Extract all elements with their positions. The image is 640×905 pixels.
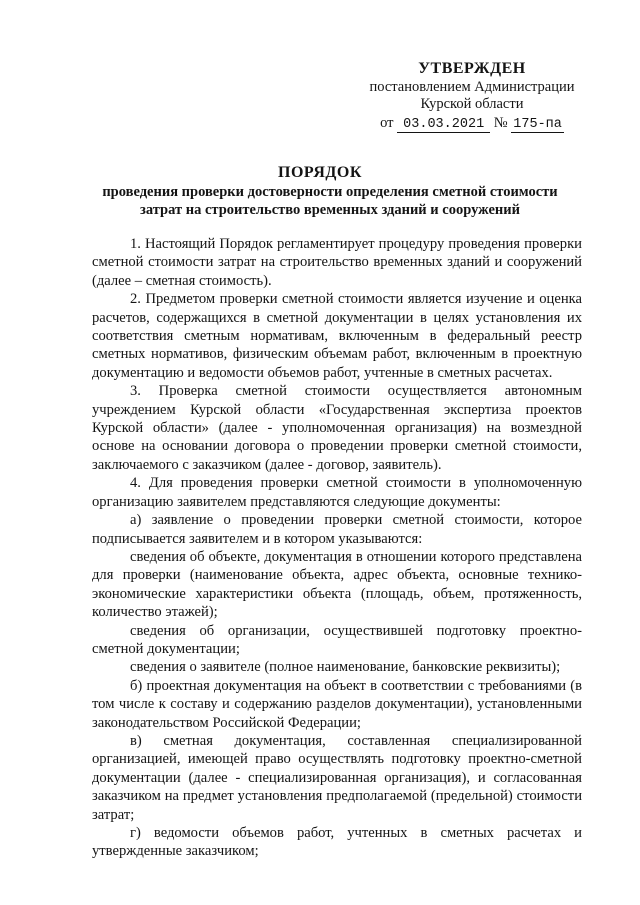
number-prefix: № <box>493 114 508 131</box>
paragraph-4a-item-1: сведения об объекте, документация в отношении которого представлена для проверки (наименование объекта, адрес объекта, основные технико-экономические характеристики объекта (площадь, объем, протяженность, количество этажей); <box>92 548 582 621</box>
approval-line-2: Курской области <box>420 96 524 112</box>
paragraph-4a: а) заявление о проведении проверки сметной стоимости, которое подписывается заявителем и в котором указываются: <box>92 512 582 547</box>
approval-stamp <box>352 60 592 133</box>
approval-date: 03.03.2021 <box>397 117 490 133</box>
paragraph-4b: б) проектная документация на объект в соответствии с требованиями (в том числе к составу и содержанию разделов документации), установленными законодательством Российской Федерации; <box>92 677 582 731</box>
document-body <box>92 235 582 861</box>
paragraph-4v: в) сметная документация, составленная специализированной организацией, имеющей право осуществлять подготовку проектно-сметной документации (далее - специализированная организация), и согласованная заказчиком на предмет установления предполагаемой (предельной) стоимости затрат; <box>92 732 582 823</box>
document-title: ПОРЯДОК <box>278 164 362 181</box>
paragraph-2: 2. Предметом проверки сметной стоимости является изучение и оценка расчетов, содержащихся в сметной документации в целях установления их соответствия сметным нормативам, включенным в федеральный реестр сметных нормативов, физическим объемам работ, включенным в проектную документацию и ведомости объемов работ, учтенные в сметных расчетах. <box>92 291 582 381</box>
paragraph-1: 1. Настоящий Порядок регламентирует процедуру проведения проверки сметной стоимости затрат на строительство временных зданий и сооружений (далее – сметная стоимость). <box>92 236 582 289</box>
paragraph-3: 3. Проверка сметной стоимости осуществляется автономным учреждением Курской области «Государственная экспертиза проектов Курской области» (далее - уполномоченная организация) на возмездной основе на основании договора о проведении проверки сметной стоимости, заключаемого с заказчиком (далее - договор, заявитель). <box>92 383 582 473</box>
approval-line-1: постановлением Администрации <box>369 78 575 95</box>
date-prefix: от <box>380 114 394 131</box>
paragraph-4: 4. Для проведения проверки сметной стоимости в уполномоченную организацию заявителем представляются следующие документы: <box>92 475 582 510</box>
approval-number: 175-па <box>513 116 562 132</box>
approval-date-row <box>352 115 592 134</box>
paragraph-4g: г) ведомости объемов работ, учтенных в сметных расчетах и утвержденные заказчиком; <box>92 825 582 860</box>
document-subtitle: проведения проверки достоверности определения сметной стоимости затрат на строительство временных зданий и сооружений <box>102 184 558 218</box>
paragraph-4a-item-3: сведения о заявителе (полное наименование, банковские реквизиты); <box>130 659 561 676</box>
paragraph-4a-item-2: сведения об организации, осуществившей подготовку проектно-сметной документации; <box>92 622 582 657</box>
approval-title: УТВЕРЖДЕН <box>418 60 526 77</box>
